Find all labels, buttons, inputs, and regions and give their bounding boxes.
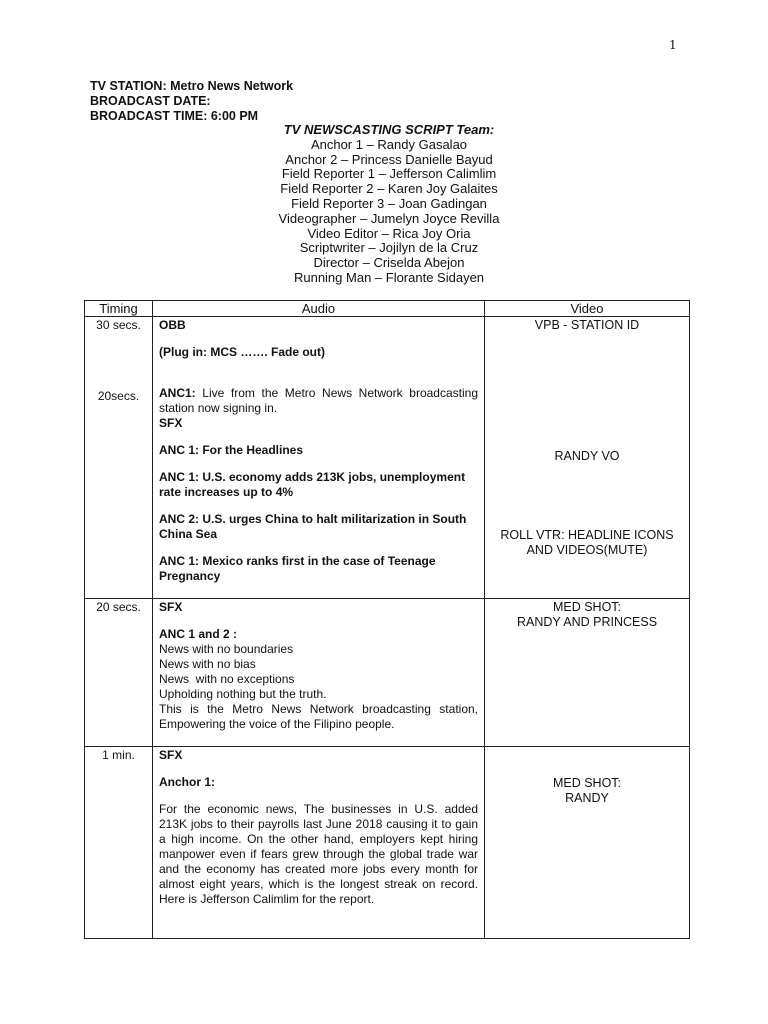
timing-value: 20secs. — [97, 389, 140, 403]
audio-cell — [153, 599, 485, 747]
page-number: 1 — [669, 38, 677, 52]
video-cue: VPB - STATION ID — [534, 318, 640, 332]
script-table — [84, 300, 690, 939]
headline-item: ANC 1: U.S. economy adds 213K jobs, unemployment rate increases up to 4% — [159, 470, 466, 499]
table-row — [85, 599, 690, 747]
video-cell — [485, 317, 690, 599]
tagline-line: News with no exceptions — [159, 672, 295, 686]
station-line: TV STATION: Metro News Network — [90, 79, 294, 93]
anc1-intro — [159, 386, 478, 416]
anc1-intro-text: Live from the Metro News Network broadcasting station now signing in. — [159, 386, 478, 415]
team-member: Field Reporter 3 – Joan Gadingan — [291, 195, 487, 211]
team-member: Field Reporter 1 – Jefferson Calimlim — [281, 166, 497, 182]
news-body: For the economic news, The businesses in U.S. added 213K jobs to their payrolls last June 2018 causing it to gain a high income. On the other hand, employers kept hiring manpower even if fears grew through the global trade war and the economy has created more jobs every month for almost eight years, which is the longest streak on record. Here is Jefferson Calimlim for the report. — [159, 802, 478, 906]
tagline-line: Upholding nothing but the truth. — [159, 687, 327, 701]
sfx-cue: SFX — [159, 600, 183, 614]
table-row — [85, 317, 690, 599]
broadcast-time-line: BROADCAST TIME: 6:00 PM — [90, 109, 259, 123]
timing-cell — [85, 317, 153, 599]
speaker-label: ANC 1 and 2 : — [159, 627, 238, 641]
table-row — [85, 747, 690, 939]
sfx-cue: SFX — [159, 416, 183, 430]
timing-cell: 20 secs. — [85, 599, 153, 747]
headline-item: ANC 2: U.S. urges China to halt militarization in South China Sea — [159, 512, 467, 541]
tagline-line: News with no boundaries — [159, 642, 294, 656]
video-cue: RANDY VO — [554, 449, 620, 463]
speaker-label: ANC1: — [159, 386, 196, 400]
headlines-intro: ANC 1: For the Headlines — [159, 443, 304, 457]
speaker-label: Anchor 1: — [159, 775, 216, 789]
audio-cell — [153, 747, 485, 939]
tagline-line: This is the Metro News Network broadcasting station, Empowering the voice of the Filipino people. — [159, 702, 478, 731]
timing-value: 30 secs. — [96, 318, 141, 332]
table-header-row — [85, 301, 690, 317]
team-block — [90, 123, 688, 286]
team-member: Director – Criselda Abejon — [313, 255, 465, 271]
video-cue: MED SHOT: — [552, 776, 622, 790]
tagline-line: News with no bias — [159, 657, 256, 671]
team-member: Anchor 2 – Princess Danielle Bayud — [285, 151, 493, 167]
team-member: Running Man – Florante Sidayen — [293, 269, 485, 285]
audio-header: Audio — [153, 301, 485, 317]
audio-cell — [153, 317, 485, 599]
team-member: Scriptwriter – Jojilyn de la Cruz — [299, 240, 479, 256]
video-cue: MED SHOT: — [552, 600, 622, 614]
video-cue: ROLL VTR: HEADLINE ICONS AND VIDEOS(MUTE) — [500, 528, 674, 557]
video-cue: RANDY AND PRINCESS — [516, 615, 658, 629]
sfx-cue: SFX — [159, 748, 183, 762]
broadcast-header — [90, 79, 293, 124]
video-header: Video — [485, 301, 690, 317]
plug-cue: (Plug in: MCS ……. Fade out) — [159, 345, 325, 359]
timing-header: Timing — [85, 301, 153, 317]
video-cell — [485, 599, 690, 747]
team-title: TV NEWSCASTING SCRIPT Team: — [283, 122, 495, 137]
timing-cell: 1 min. — [85, 747, 153, 939]
video-cell — [485, 747, 690, 939]
team-member: Anchor 1 – Randy Gasalao — [310, 136, 468, 152]
headline-item: ANC 1: Mexico ranks first in the case of Teenage Pregnancy — [159, 554, 436, 583]
team-member: Field Reporter 2 – Karen Joy Galaites — [280, 181, 498, 197]
video-cue: RANDY — [565, 791, 609, 805]
team-member: Video Editor – Rica Joy Oria — [307, 225, 471, 241]
broadcast-date-line: BROADCAST DATE: — [90, 94, 211, 108]
obb-cue: OBB — [159, 318, 186, 332]
team-member: Videographer – Jumelyn Joyce Revilla — [278, 210, 500, 226]
